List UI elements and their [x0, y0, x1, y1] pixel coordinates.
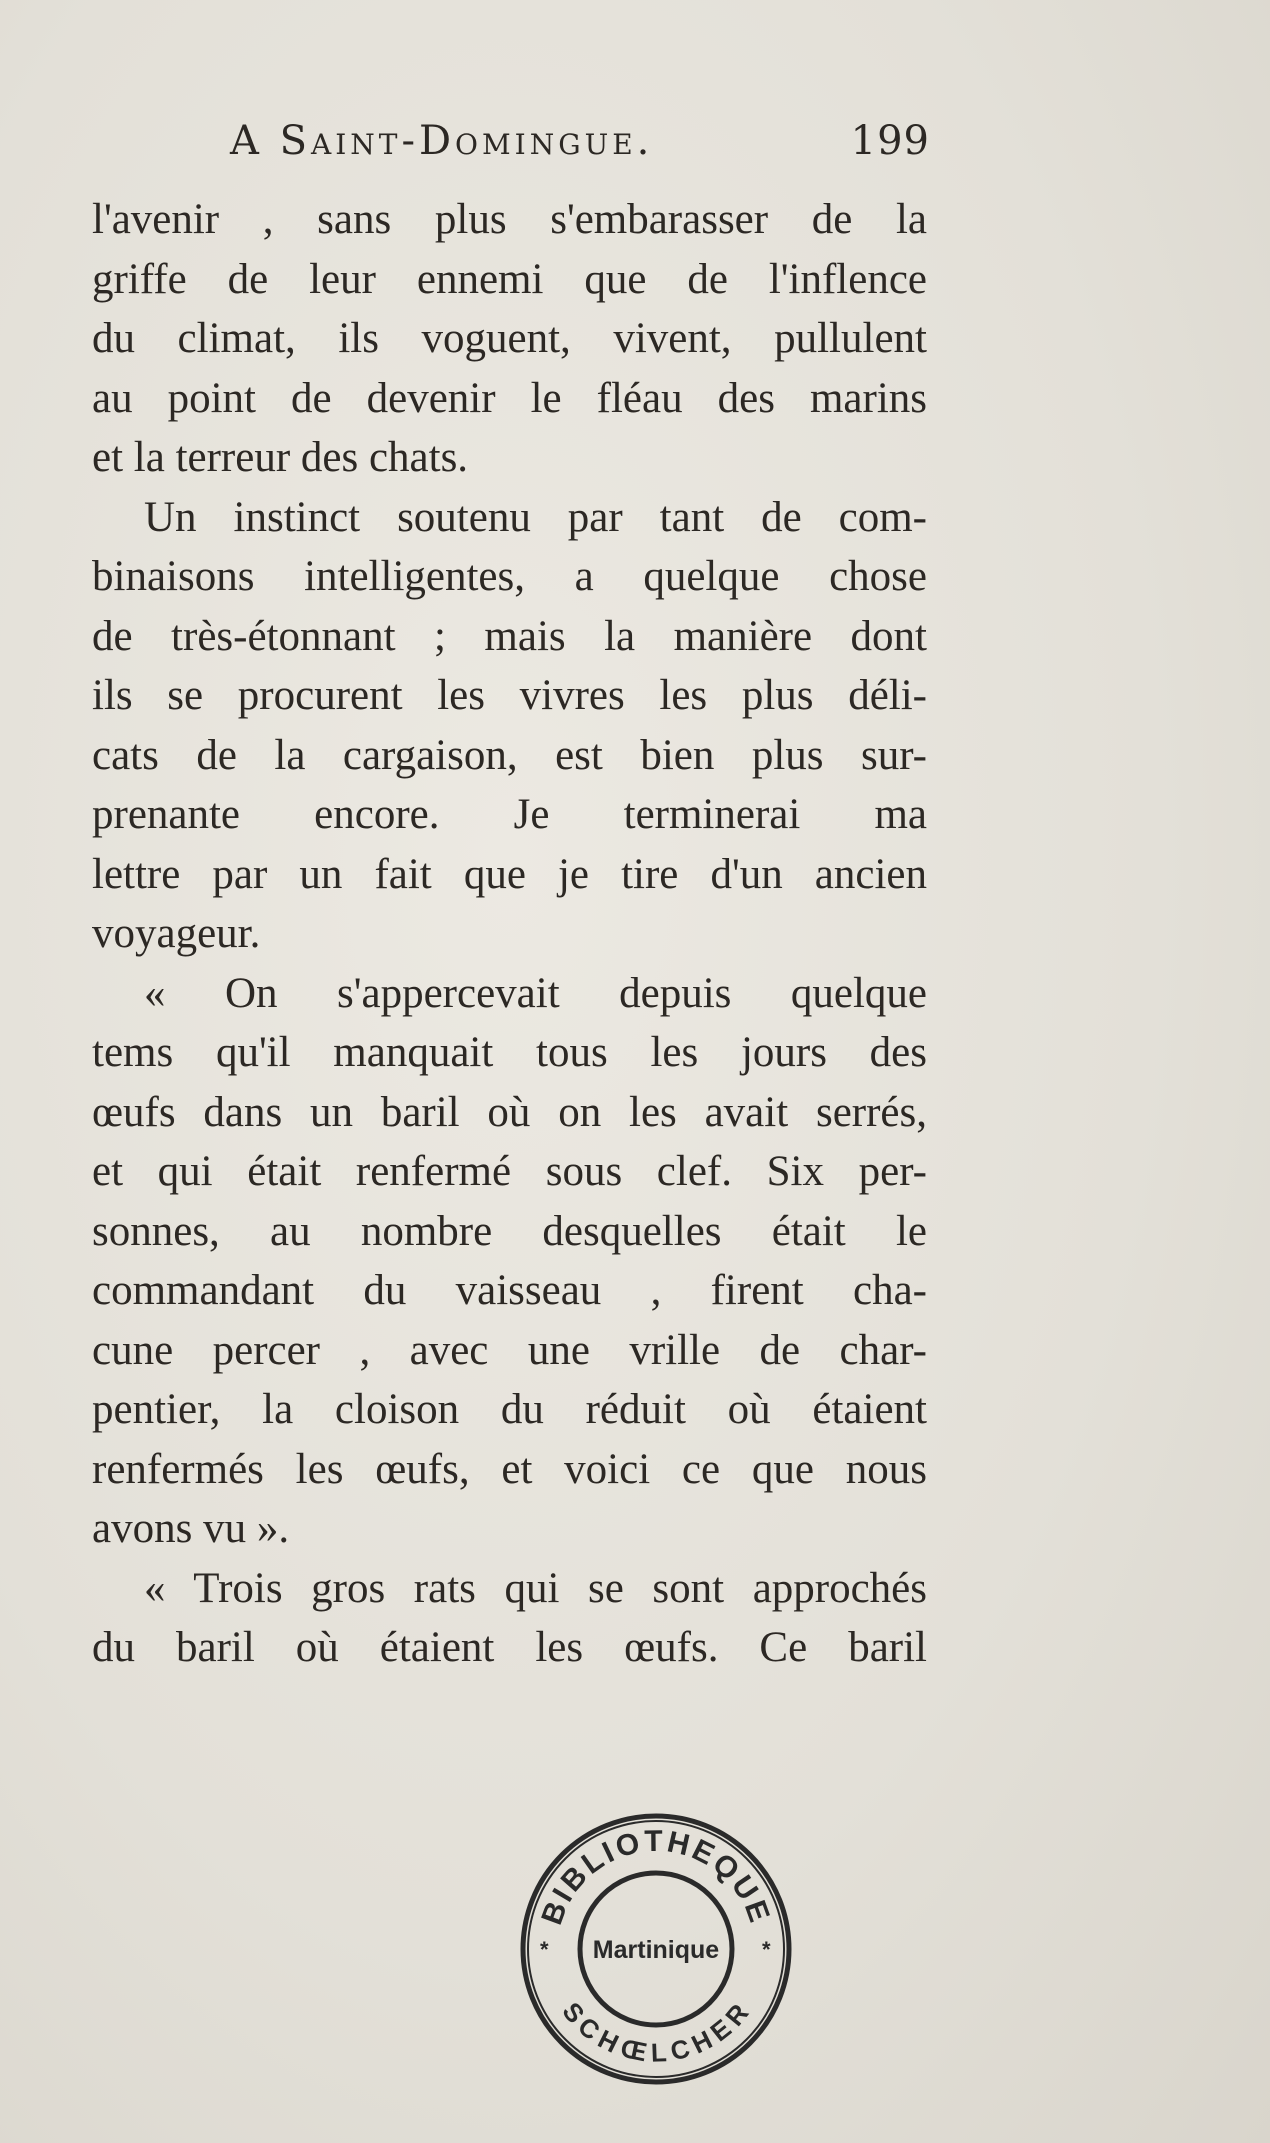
library-stamp-graphic	[518, 1811, 794, 2087]
text-line: de très-étonnant ; mais la manière dont	[92, 612, 927, 660]
text-line: et la terreur des chats.	[92, 434, 469, 481]
text-line: renfermés les œufs, et voici ce que nous	[92, 1445, 927, 1493]
body-text	[92, 190, 927, 1678]
text-line: sonnes, au nombre desquelles était le	[92, 1207, 927, 1255]
text-line: « Trois gros rats qui se sont approchés	[144, 1564, 927, 1612]
text-line: binaisons intelligentes, a quelque chose	[92, 553, 927, 600]
text-line: du baril où étaient les œufs. Ce baril	[92, 1624, 927, 1671]
running-title: A Saint-Domingue.	[230, 118, 654, 164]
text-line: voyageur.	[92, 910, 261, 957]
star-icon: *	[762, 1937, 771, 1962]
library-stamp	[518, 1811, 794, 2087]
page-number: 199	[850, 118, 930, 164]
svg-text:BIBLIOTHEQUE	[535, 1825, 776, 1929]
star-icon: *	[540, 1937, 549, 1962]
text-line: et qui était renfermé sous clef. Six per-	[92, 1148, 927, 1195]
text-line: avons vu ».	[92, 1505, 290, 1552]
text-line: tems qu'il manquait tous les jours des	[92, 1029, 927, 1076]
text-line: œufs dans un baril où on les avait serrés,	[92, 1088, 927, 1136]
text-line: au point de devenir le fléau des marins	[92, 374, 927, 422]
stamp-bottom-text: SCHŒLCHER	[556, 1996, 756, 2068]
text-line: lettre par un fait que je tire d'un ancien	[92, 850, 927, 898]
text-line: du climat, ils voguent, vivent, pullulent	[92, 315, 927, 362]
text-line: commandant du vaisseau , firent cha-	[92, 1267, 927, 1314]
stamp-center-text: Martinique	[592, 1936, 720, 1964]
text-line: « On s'appercevait depuis quelque	[144, 969, 927, 1017]
text-line: ils se procurent les vivres les plus déli-	[92, 672, 927, 719]
text-line: pentier, la cloison du réduit où étaient	[92, 1386, 927, 1433]
text-line: Un instinct soutenu par tant de com-	[144, 493, 927, 541]
text-line: cats de la cargaison, est bien plus sur-	[92, 731, 927, 779]
text-line: cune percer , avec une vrille de char-	[92, 1326, 927, 1374]
text-line: prenante encore. Je terminerai ma	[92, 791, 927, 838]
stamp-top-text: BIBLIOTHEQUE	[535, 1824, 777, 1930]
text-line: griffe de leur ennemi que de l'inflence	[92, 255, 927, 303]
text-line: l'avenir , sans plus s'embarasser de la	[92, 196, 927, 243]
